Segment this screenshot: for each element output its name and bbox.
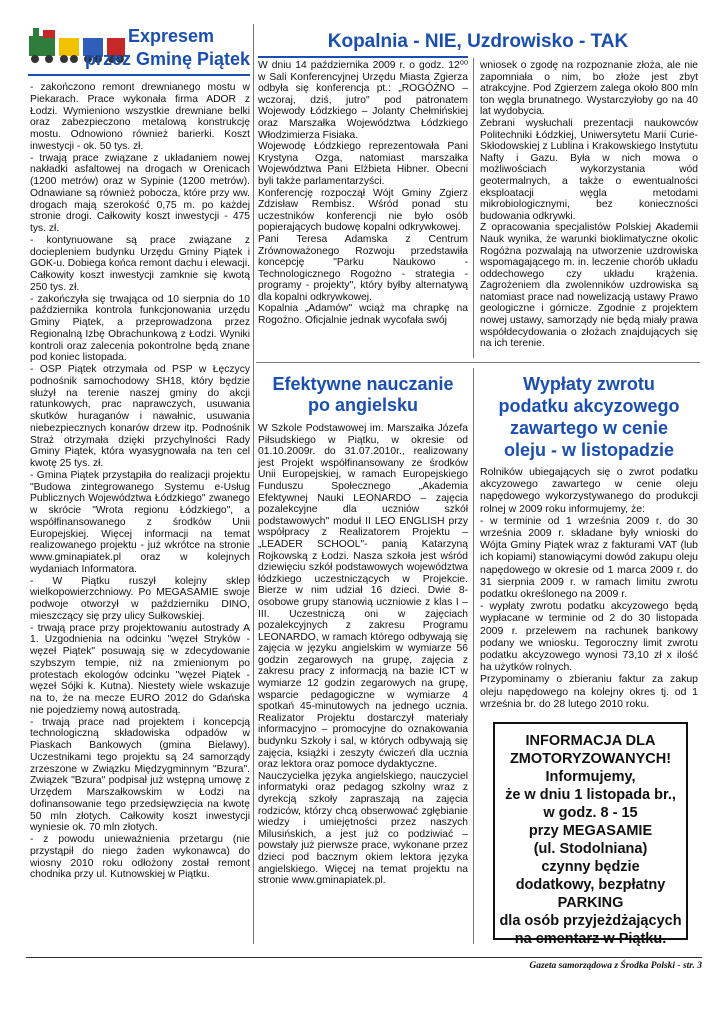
paragraph: Kopalnia „Adamów" wciąż ma chrapkę na Rogożno. Oficjalnie jednak wycofała swój (258, 303, 468, 327)
footer-rule (26, 957, 702, 958)
paragraph: - OSP Piątek otrzymała od PSP w Łęczycy podnośnik samochodowy SH18, który będzie służył na terenie naszej gminy do akcji ratunkowych, prac naprawczych, usuwania skutków huraganów i nawałnic, usuwania niebezpiecznych konarów drzew itp. Podnośnik Straż otrzymała dzięki przychylności Rady Gminy Piątek, która wyasygnowała na ten cel kwotę 25 tys. zł. (30, 364, 250, 469)
angielski-body (258, 423, 468, 887)
paragraph: Zebrani wysłuchali prezentacji naukowców Politechniki Łódzkiej, Uniwersytetu Marii Curie-Skłodowskiej z Lublina i Krakowskiego Instytutu Nafty i Gazu. Była w nich mowa o możliwościach wykorzystania wód geotermalnych, a także o ewentualności eksploatacji węgla metodami mikrobiologicznymi, bez konieczności budowania odkrywki. (480, 117, 698, 222)
paragraph: Z opracowania specjalistów Polskiej Akademii Nauk wynika, że warunki bioklimatyczne okolic Rogóżna pozwalają na utworzenie uzdrowiska wspomagającego m. in. leczenie chorób układu oddechowego czy układu krążenia. Zagrożeniem dla zwolenników uzdrowiska są natomiast prace nad nowelizacją ustawy Prawo geologiczne i górnicze. Zgodnie z projektem nowej ustawy, samorządy nie będą miały prawa współdecydowania o złożach znajdujących się na ich terenie. (480, 222, 698, 350)
notice-line: ZMOTORYZOWANYCH! (509, 751, 672, 767)
train-title-underline (28, 74, 250, 76)
notice-line: INFORMACJA DLA (525, 733, 656, 749)
angielski-title-line1: Efektywne nauczanie (272, 374, 454, 394)
notice-line: dla osób przyjeżdżających (499, 913, 682, 929)
paragraph: - zakończyła się trwająca od 10 sierpnia do 10 października kontrola funkcjonowania urzędu Gminy Piątek, a przeprowadzona przez Regionalną Izbę Obrachunkową z Łodzi. Wyniki kontroli oraz zalecenia pokontrolne będą znane pod koniec listopada. (30, 293, 250, 364)
paragraph: - w terminie od 1 września 2009 r. do 30 września 2009 r. składane były wnioski do Wójta Gminy Piątek wraz z fakturami VAT (lub ich kopiami) stanowiącymi dowód zakupu oleju napędowego w okresie od 1 marca 2009 r. do 31 sierpnia 2009 r. w ramach limitu zwrotu podatku określonego na 2009 r. (480, 514, 698, 601)
notice-line: Informujemy, (545, 769, 636, 785)
notice-line: że w dniu 1 listopada br., (505, 787, 676, 803)
section-divider (256, 362, 700, 363)
paragraph: - kontynuowane są prace związane z dociepleniem budynku Urzędu Gminy Piątek i GOK-u. Dobiega końca remont dachu i elewacji. Całkowity koszt inwestycji zamknie się kwotą 250 tys. zł. (30, 234, 250, 293)
paragraph: - wypłaty zwrotu podatku akcyzowego będą wypłacane w terminie od 2 do 30 listopada 2009 r. przelewem na rachunek bankowy podany we wniosku. Tegoroczny limit zwrotu podatku akcyzowego wynosi 73,10 zł x ilość ha użytków rolnych. (480, 600, 698, 674)
footer-text: Gazeta samorządowa z Środka Polski - str. 3 (529, 961, 702, 971)
train-section-body (30, 82, 250, 881)
notice-line: PARKING (557, 895, 624, 911)
paragraph: - W Piątku ruszył kolejny sklep wielkopowierzchniowy. Po MEGASAMIE swoje podwoje otworzył w październiku DINO, mieszczący się przy ulicy Sułkowskiej. (30, 575, 250, 622)
angielski-title-line2: po angielsku (307, 395, 419, 415)
notice-line: (ul. Stodolniana) (533, 841, 648, 857)
notice-line: przy MEGASAMIE (528, 823, 653, 839)
kopalnia-right-column (480, 60, 698, 350)
paragraph: Konferencję rozpoczął Wójt Gminy Zgierz Zdzisław Rembisz. Wśród ponad stu uczestników konferencji nie było osób popierających budowę kopalni odkrywkowej. (258, 187, 468, 234)
paragraph: Pani Teresa Adamska z Centrum Zrównoważonego Rozwoju przedstawiła koncepcję "Parku Naukowo - Technologicznego Rogożno - strategia - programy - projekty", który byłby alternatywą dla kopalni odkrywkowej. (258, 233, 468, 303)
paragraph: - Gmina Piątek przystąpiła do realizacji projektu "Budowa zintegrowanego Systemu e-Usług Publicznych Województwa Łódzkiego" zwanego w skrócie "Wrota regionu Łódzkiego", a współfinansowanego z środków Unii Europejskiej. Więcej informacji na temat realizowanego projektu - już wkrótce na stronie www.gminapiatek.pl oraz w kolejnych wydaniach Informatora. (30, 469, 250, 575)
paragraph: - z powodu unieważnienia przetargu (nie przystąpił do niego żaden wykonawca) do wiosny 2010 roku odłożony został remont chodnika przy ul. Kutnowskiej w Piątku. (30, 834, 250, 881)
paragraph: Nauczycielka języka angielskiego, nauczyciel informatyki oraz pedagog szkolny wraz z dyrekcją szkoły zapraszają na zajęcia rodziców, którzy chcą obserwować zgłębianie wiedzy i umiejętności przez naszych Milusińskich, a jest już co podziwiać – powstały już pierwsze prace, wykonane przez dzieci pod bacznym okiem lektora języka angielskiego. Więcej na temat projektu na stronie www.gminapiatek.pl. (258, 770, 468, 887)
paragraph: - trwają prace przy projektowaniu autostrady A 1. Uzgodnienia na odcinku "węzeł Stryków - węzeł Piątek" posuwają się w zdecydowanie szybszym tempie, niż na zmienionym po protestach ekologów odcinku "węzeł Piątek - węzeł Sójki k. Kutna). Niestety wiele wskazuje na to, że na mecze EURO 2012 do Gdańska nie pojedziemy nową autostradą. (30, 622, 250, 716)
paragraph: W Szkole Podstawowej im. Marszałka Józefa Piłsudskiego w Piątku, w okresie od 01.10.2009r. do 31.07.2010r., realizowany jest Projekt współfinansowany ze środków Unii Europejskiej, w ramach Europejskiego Funduszu Społecznego „Akademia Efektywnej Nauki LEONARDO – zajęcia pozalekcyjne dla uczniów szkół podstawowych" moduł II LEO ENGLISH przy współpracy z Realizatorem Projektu – „LEADER SCHOOL"- panią Katarzyną Rojkowską z Łodzi. Nasza szkoła jest wśród dziewięciu szkół podstawowych województwa łódzkiego uczestniczących w Projekcie. Bierze w nim udział 16 dzieci. Dwie 8-osobowe grupy stanowią uczniowie z klas I – III. Uczestniczą oni w zajęciach pozalekcyjnych z zakresu Programu LEONARDO, w ramach którego odbywają się zajęcia w języku angielskim w wymiarze 56 godzin zegarowych na grupę, zajęcia z zakresu pracy z informacją na bazie ICT w wymiarze 12 godzin zegarowych na grupę, wsparcie pedagogiczne w wymiarze 4 spotkań 45-minutowych na jednego ucznia. Realizator Projektu dostarczył materiały informacyjno – promocyjne do oznakowania budynku Szkoły i sal, w których odbywają się zajęcia, książki i zeszyty ćwiczeń dla ucznia oraz lektora oraz pomoce dydaktyczne. (258, 423, 468, 771)
paragraph: - trwają prace związane z układaniem nowej nakładki asfaltowej na drogach w Orenicach (1200 metrów) oraz w Sypinie (1200 metrów). Odnawiane są również pobocza, które przy ww. drogach mają szerokość 0,75 m. po każdej stronie drogi. Całkowity koszt inwestycji - 475 tys. zł. (30, 152, 250, 234)
paragraph: wniosek o zgodę na rozpoznanie złoża, ale nie zapomniała o nim, bo złoże jest zbyt atrakcyjne. Pod Zgierzem zalega około 800 mln ton węgla brunatnego. Wystarczyłoby go na 40 lat wydobycia. (480, 60, 698, 118)
paragraph: Przypominamy o zbieraniu faktur za zakup oleju napędowego na kolejny okres tj. od 1 września br. do 28 lutego 2010 roku. (480, 673, 698, 710)
wyplaty-title-line3: zawartego w cenie (509, 418, 669, 438)
train-section-title-line2: przez Gminę Piątek (84, 49, 250, 69)
wyplaty-body (480, 466, 698, 710)
notice-line: na cmentarz w Piątku. (514, 931, 667, 947)
kopalnia-title-underline (258, 56, 468, 58)
notice-line: w godz. 8 - 15 (543, 805, 638, 821)
column-divider-bottom (473, 368, 474, 944)
column-divider-left (253, 24, 254, 944)
paragraph: Rolników ubiegających się o zwrot podatku akcyzowego zawartego w cenie oleju napędowego wykorzystywanego do produkcji rolnej w 2009 roku informujemy, że: (480, 466, 698, 515)
train-chimney (33, 28, 39, 36)
wyplaty-title-line4: oleju - w listopadzie (503, 440, 674, 460)
train-section-title-line1: Expresem (128, 26, 215, 46)
column-divider-top (473, 58, 474, 358)
notice-line: dodatkowy, bezpłatny (515, 877, 666, 893)
paragraph: Wojewodę Łódzkiego reprezentowała Pani Krystyna Ozga, natomiast marszałka Województwa Pani Elżbieta Hibner. Obecni byli także parlamentarzyści. (258, 141, 468, 187)
train-cab (43, 30, 55, 38)
kopalnia-left-column (258, 60, 468, 327)
paragraph: - zakończono remont drewnianego mostu w Piekarach. Prace wykonała firma ADOR z Łodzi. Wymieniono wszystkie drewniane belki oraz zabezpieczono metalową konstrukcję mostu. Odnowiono również barierki. Koszt inwestycji - ok. 50 tys. zł. (30, 82, 250, 152)
parking-notice-box (493, 722, 688, 947)
notice-line: czynny będzie (541, 859, 640, 875)
paragraph: W dniu 14 października 2009 r. o godz. 12⁰⁰ w Sali Konferencyjnej Urzędu Miasta Zgierza odbyła się konferencja pt.: „ROGÓŻNO – wczoraj, dziś, jutro" pod patronatem Wojewody Łódzkiego – Jolanty Chełmińskiej oraz Marszałka Województwa Łódzkiego Włodzimierza Fisiaka. (258, 60, 468, 141)
kopalnia-title: Kopalnia - NIE, Uzdrowisko - TAK (327, 31, 629, 52)
paragraph: - trwają prace nad projektem i koncepcją technologiczną składowiska odpadów w Piaskach Bankowych (gmina Bielawy). Uczestnikami tego projektu są 24 samorządy zrzeszone w Związku Międzygminnym "Bzura". Związek "Bzura" podpisał już wstępną umowę z Urzędem Marszałkowskim w Łodzi na dofinansowanie tego przedsięwzięcia na kwotę 50 mln złotych. Całkowity koszt inwestycji wyniesie ok. 70 mln złotych. (30, 716, 250, 834)
wyplaty-title-line1: Wypłaty zwrotu (523, 374, 655, 394)
wyplaty-title-line2: podatku akcyzowego (498, 396, 680, 416)
